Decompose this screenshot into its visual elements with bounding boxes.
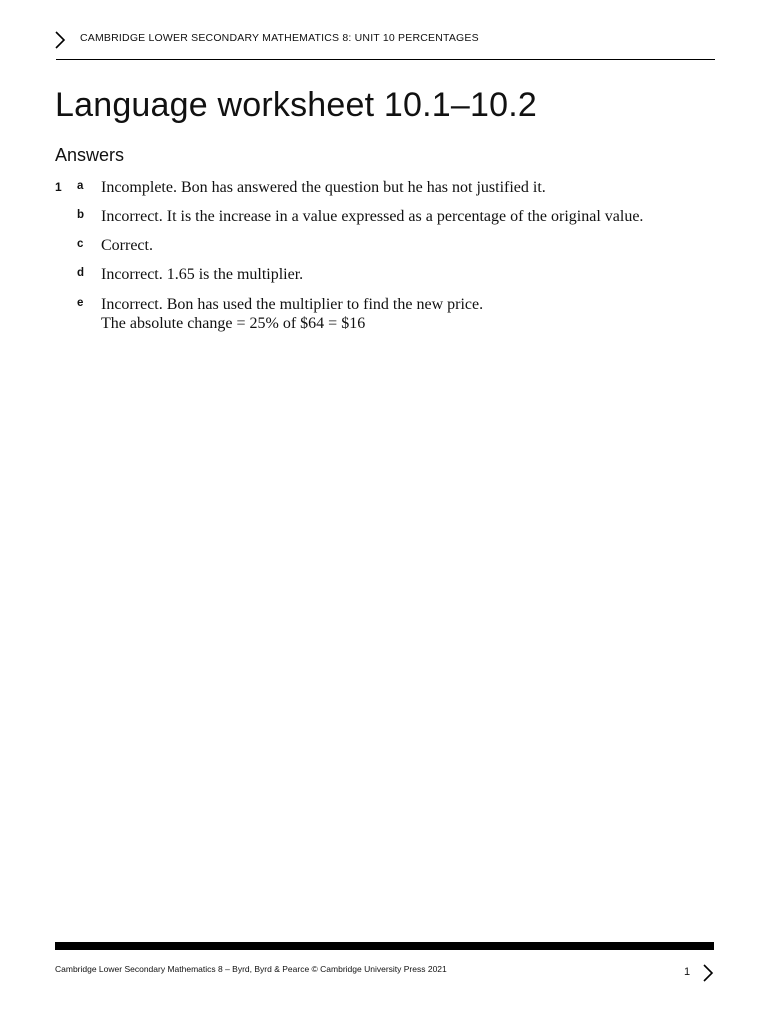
section-heading: Answers bbox=[55, 145, 125, 165]
page-title: Language worksheet 10.1–10.2 bbox=[55, 86, 537, 124]
footer-bar bbox=[55, 942, 714, 950]
answer-text: Correct. bbox=[101, 237, 153, 254]
footer-credit: Cambridge Lower Secondary Mathematics 8 – Byrd, Byrd & Pearce © Cambridge University Press 2021 bbox=[55, 964, 447, 974]
answer-text: Incorrect. 1.65 is the multiplier. bbox=[101, 266, 304, 283]
next-page-chevron-icon bbox=[702, 963, 714, 983]
answer-text-line-2: The absolute change = 25% of $64 = $16 bbox=[101, 315, 366, 332]
answer-text: Incorrect. Bon has used the multiplier to find the new price. bbox=[101, 296, 484, 313]
answer-letter: e bbox=[77, 297, 84, 309]
chevron-right-icon bbox=[53, 30, 67, 50]
answer-text: Incorrect. It is the increase in a value expressed as a percentage of the original value. bbox=[101, 208, 644, 225]
page-number: 1 bbox=[684, 966, 691, 978]
question-number: 1 bbox=[55, 180, 62, 194]
answer-letter: b bbox=[77, 209, 85, 221]
answer-letter: d bbox=[77, 267, 85, 279]
answer-letter: c bbox=[77, 238, 84, 250]
answer-letter: a bbox=[77, 180, 84, 192]
running-header: CAMBRIDGE LOWER SECONDARY MATHEMATICS 8: UNIT 10 PERCENTAGES bbox=[80, 32, 479, 44]
answer-text: Incomplete. Bon has answered the question but he has not justified it. bbox=[101, 179, 546, 196]
header-divider bbox=[56, 59, 715, 60]
